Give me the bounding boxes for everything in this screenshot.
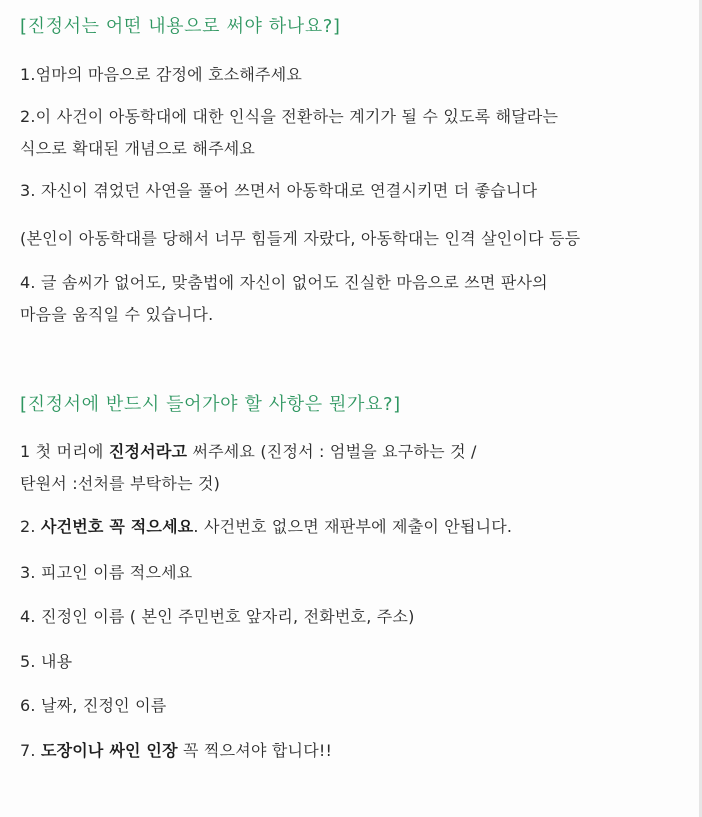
section2-heading: [진정서에 반드시 들어가야 할 사항은 뭔가요?] xyxy=(20,394,401,415)
section1-heading: [진정서는 어떤 내용으로 써야 하나요?] xyxy=(20,16,341,37)
section2-item-2-bold: 사건번호 꼭 적으세요 xyxy=(40,517,194,536)
section2-item-7 xyxy=(20,741,332,761)
section2-item-2-suffix: . 사건번호 없으면 재판부에 제출이 안됩니다. xyxy=(193,517,513,536)
section1-item-2-cont: 식으로 확대된 개념으로 해주세요 xyxy=(20,139,256,158)
section1-item-2: 2.이 사건이 아동학대에 대한 인식을 전환하는 계기가 될 수 있도록 해달라는 xyxy=(20,107,559,126)
section2-item-1-bold: 진정서라고 xyxy=(108,442,188,461)
section2-item-1-cont: 탄원서 :선처를 부탁하는 것) xyxy=(20,474,221,493)
section2-item-5: 5. 내용 xyxy=(20,652,73,671)
section2-item-1-prefix: 1 첫 머리에 xyxy=(20,442,109,461)
section1-item-4-cont: 마음을 움직일 수 있습니다. xyxy=(20,305,214,324)
section1-item-3-note: (본인이 아동학대를 당해서 너무 힘들게 자랐다, 아동학대는 인격 살인이다 등등 xyxy=(20,229,581,248)
section2-item-7-suffix: 꼭 찍으셔야 합니다!! xyxy=(177,741,333,760)
section2-item-2-prefix: 2. xyxy=(20,517,41,536)
section1-item-3: 3. 자신이 겪었던 사연을 풀어 쓰면서 아동학대로 연결시키면 더 좋습니다 xyxy=(20,181,538,200)
section2-item-7-prefix: 7. xyxy=(20,741,41,760)
section1-item-1: 1.엄마의 마음으로 감정에 호소해주세요 xyxy=(20,65,303,84)
section2-item-1-suffix: 써주세요 (진정서 : 엄벌을 요구하는 것 / xyxy=(187,442,477,461)
section2-item-1 xyxy=(20,442,477,462)
section2-item-4: 4. 진정인 이름 ( 본인 주민번호 앞자리, 전화번호, 주소) xyxy=(20,607,415,626)
section1-item-4: 4. 글 솜씨가 없어도, 맞춤법에 자신이 없어도 진실한 마음으로 쓰면 판사의 xyxy=(20,273,548,292)
section2-item-6: 6. 날짜, 진정인 이름 xyxy=(20,696,167,715)
section2-item-2 xyxy=(20,517,512,537)
section2-item-7-bold: 도장이나 싸인 인장 xyxy=(40,741,178,760)
section2-item-3: 3. 피고인 이름 적으세요 xyxy=(20,563,193,582)
